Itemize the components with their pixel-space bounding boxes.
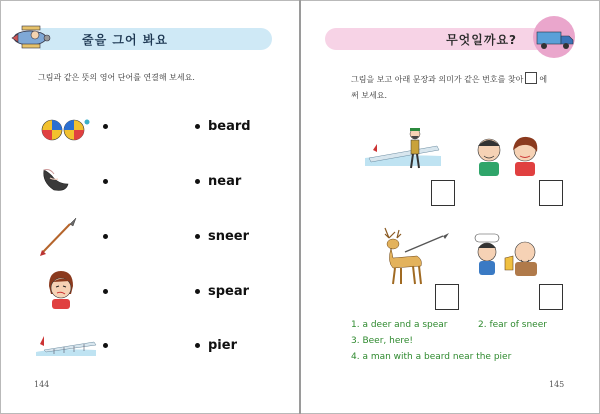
right-dot-1[interactable] bbox=[195, 124, 200, 129]
word-spear: spear bbox=[208, 284, 250, 299]
left-dot-1[interactable] bbox=[103, 124, 108, 129]
left-dot-4[interactable] bbox=[103, 289, 108, 294]
sneering-girl-icon bbox=[44, 268, 78, 310]
airplane-icon bbox=[8, 18, 52, 54]
left-page-number: 144 bbox=[34, 380, 50, 389]
right-dot-2[interactable] bbox=[195, 179, 200, 184]
right-instruction-suffix: 에 bbox=[539, 75, 548, 84]
left-page-title: 줄을 그어 봐요 bbox=[82, 33, 168, 47]
answer-box-3[interactable] bbox=[435, 284, 459, 310]
left-page bbox=[0, 0, 299, 414]
left-instruction: 그림과 같은 뜻의 영어 단어를 연결해 보세요. bbox=[38, 73, 195, 82]
right-page-title: 무엇일까요? bbox=[446, 33, 517, 47]
left-dot-2[interactable] bbox=[103, 179, 108, 184]
option-1: 1. a deer and a spear bbox=[351, 320, 448, 330]
option-3: 3. Beer, here! bbox=[351, 336, 414, 346]
left-dot-5[interactable] bbox=[103, 343, 108, 348]
answer-box-2[interactable] bbox=[539, 180, 563, 206]
beer-people-icon bbox=[471, 232, 547, 280]
spear-icon bbox=[38, 216, 78, 256]
left-title-banner bbox=[40, 28, 272, 50]
word-near: near bbox=[208, 174, 242, 189]
option-4: 4. a man with a beard near the pier bbox=[351, 352, 512, 362]
beach-ball-icon bbox=[40, 118, 90, 142]
right-dot-3[interactable] bbox=[195, 234, 200, 239]
right-instruction-line2: 써 보세요. bbox=[351, 91, 387, 100]
word-pier: pier bbox=[208, 338, 237, 353]
answer-box-1[interactable] bbox=[431, 180, 455, 206]
beard-icon bbox=[40, 166, 72, 194]
blank-box-symbol bbox=[525, 72, 537, 84]
two-people-icon bbox=[471, 134, 547, 178]
man-on-pier-icon bbox=[365, 124, 441, 174]
right-dot-4[interactable] bbox=[195, 289, 200, 294]
left-dot-3[interactable] bbox=[103, 234, 108, 239]
pier-icon bbox=[34, 332, 98, 358]
right-dot-5[interactable] bbox=[195, 343, 200, 348]
right-instruction-text: 그림을 보고 아래 문장과 의미가 같은 번호를 찾아 bbox=[351, 75, 524, 84]
word-beard: beard bbox=[208, 119, 251, 134]
right-instruction bbox=[351, 72, 571, 104]
answer-box-4[interactable] bbox=[539, 284, 563, 310]
truck-icon bbox=[535, 26, 575, 52]
word-sneer: sneer bbox=[208, 229, 250, 244]
right-title-banner bbox=[325, 28, 557, 50]
option-2: 2. fear of sneer bbox=[478, 320, 547, 330]
right-page bbox=[301, 0, 600, 414]
deer-and-spear-icon bbox=[371, 226, 451, 286]
right-page-number: 145 bbox=[549, 380, 565, 389]
